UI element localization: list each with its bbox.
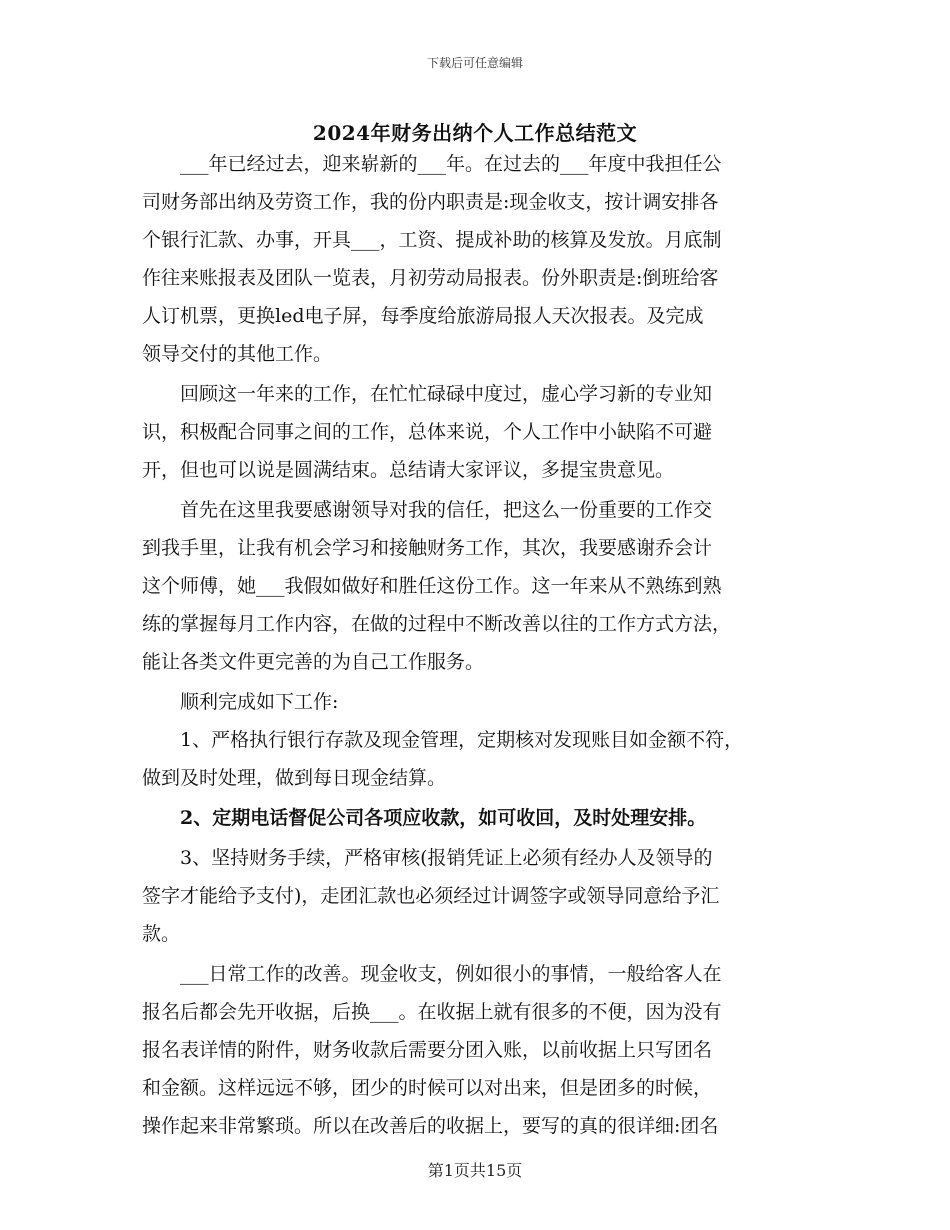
body-line: 操作起来非常繁琐。所以在改善后的收据上，要写的真的很详细:团名 [142, 1115, 719, 1137]
body-line: 领导交付的其他工作。 [142, 343, 333, 365]
body-line: 2、定期电话督促公司各项应收款，如可收回，及时处理安排。 [142, 807, 707, 829]
body-line: 顺利完成如下工作: [142, 691, 339, 713]
body-line: 报名后都会先开收据，后换___。在收据上就有很多的不便，因为没有 [142, 1001, 722, 1023]
body-line: 签字才能给予支付)，走团汇款也必须经过计调签字或领导同意给予汇 [142, 885, 720, 907]
page-number: 第1页共15页 [427, 1161, 523, 1180]
body-line: 司财务部出纳及劳资工作，我的份内职责是:现金收支，按计调安排各 [142, 191, 719, 213]
body-line: 作往来账报表及团队一览表，月初劳动局报表。份外职责是:倒班给客 [142, 267, 719, 289]
page-title: 2024年财务出纳个人工作总结范文 [312, 121, 638, 145]
body-line: 报名表详情的附件，财务收款后需要分团入账，以前收据上只写团名 [142, 1039, 713, 1061]
body-line: 做到及时处理，做到每日现金结算。 [142, 767, 447, 789]
document-body [142, 145, 812, 1145]
body-line: 开，但也可以说是圆满结束。总结请大家评议，多提宝贵意见。 [142, 459, 675, 481]
body-line: ___年已经过去，迎来崭新的___年。在过去的___年度中我担任公 [142, 153, 722, 175]
body-line: 到我手里，让我有机会学习和接触财务工作，其次，我要感谢乔会计 [142, 537, 713, 559]
body-line: 练的掌握每月工作内容，在做的过程中不断改善以往的工作方式方法， [142, 613, 732, 635]
body-line: 这个师傅，她___我假如做好和胜任这份工作。这一年来从不熟练到熟 [142, 575, 722, 597]
header-note: 下载后可任意编辑 [426, 56, 523, 70]
body-line: ___日常工作的改善。现金收支，例如很小的事情，一般给客人在 [142, 963, 722, 985]
body-line: 回顾这一年来的工作，在忙忙碌碌中度过，虚心学习新的专业知 [142, 383, 713, 405]
body-line: 识，积极配合同事之间的工作，总体来说，个人工作中小缺陷不可避 [142, 421, 713, 443]
body-line: 款。 [142, 923, 181, 945]
body-line: 能让各类文件更完善的为自己工作服务。 [142, 651, 485, 673]
body-line: 和金额。这样远远不够，团少的时候可以对出来，但是团多的时候， [142, 1077, 713, 1099]
body-line: 人订机票，更换led电子屏，每季度给旅游局报人天次报表。及完成 [142, 305, 704, 327]
body-line: 1、严格执行银行存款及现金管理，定期核对发现账目如金额不符， [142, 729, 744, 751]
body-line: 个银行汇款、办事，开具___，工资、提成补助的核算及发放。月底制 [142, 229, 722, 251]
body-line: 首先在这里我要感谢领导对我的信任，把这么一份重要的工作交 [142, 499, 713, 521]
body-line: 3、坚持财务手续，严格审核(报销凭证上必须有经办人及领导的 [142, 847, 713, 869]
